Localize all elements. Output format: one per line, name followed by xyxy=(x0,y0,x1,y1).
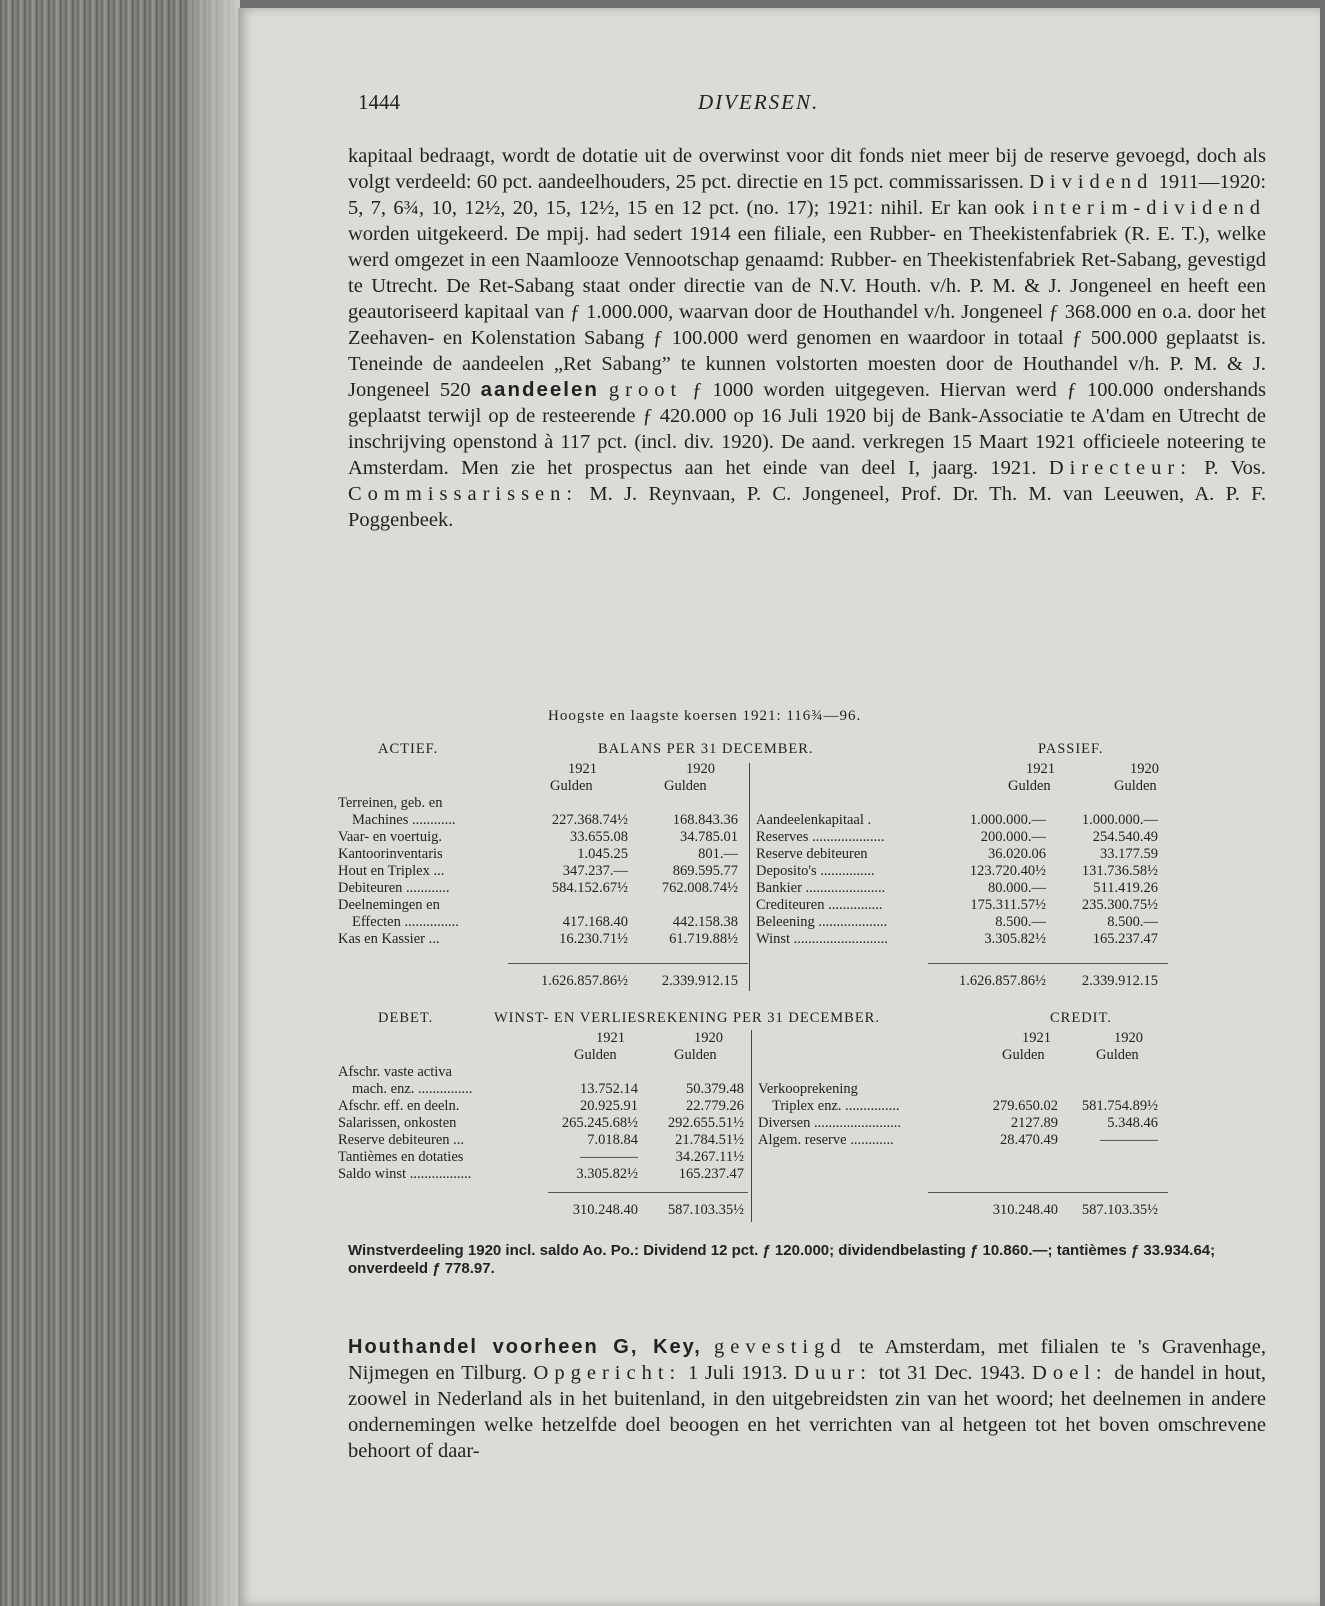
unit-label: Gulden xyxy=(574,1047,617,1063)
year-label: 1921 xyxy=(596,1030,625,1046)
table-row-label: Saldo winst ................. xyxy=(338,1166,472,1182)
table-cell: 254.540.49 xyxy=(1092,829,1158,845)
table-cell: 50.379.48 xyxy=(686,1081,744,1097)
table-row-label: Beleening ................... xyxy=(756,914,888,930)
aandeelen-label: aandeelen xyxy=(480,378,599,401)
table-cell: 227.368.74½ xyxy=(551,812,628,828)
table-cell: 442.158.38 xyxy=(672,914,738,930)
table-cell: 80.000.— xyxy=(988,880,1046,896)
year-label: 1921 xyxy=(1022,1030,1051,1046)
table-row-label: mach. enz. ............... xyxy=(352,1081,473,1097)
table-row-label: Triplex enz. ............... xyxy=(772,1098,900,1114)
actief-total-1920: 2.339.912.15 xyxy=(661,973,738,989)
koersen-line: Hoogste en laagste koersen 1921: 116¾—96. xyxy=(548,708,862,724)
gevestigd-label: gevestigd xyxy=(714,1336,847,1358)
section-title: DIVERSEN. xyxy=(698,90,820,114)
table-cell: 200.000.— xyxy=(980,829,1046,845)
doel-label: Doel: xyxy=(1032,1362,1108,1384)
total-rule xyxy=(508,963,748,964)
text-segment: te Amsterdam, met filialen te 's Gravenhage, Nijmegen en Tilburg. xyxy=(348,1336,1266,1384)
debet-total-1921: 310.248.40 xyxy=(572,1202,638,1218)
table-cell: 1.045.25 xyxy=(577,846,628,862)
table-row-label: Reserve debiteuren ... xyxy=(338,1132,465,1148)
balans-title: BALANS PER 31 DECEMBER. xyxy=(598,741,814,757)
table-row-label: Bankier ...................... xyxy=(756,880,886,896)
company-name: Houthandel voorheen G, Key, xyxy=(348,1336,702,1358)
table-cell: 581.754.89½ xyxy=(1081,1098,1158,1114)
table-row-label: Crediteuren ............... xyxy=(756,897,883,913)
dividend-label: Dividend xyxy=(1029,171,1154,193)
table-row-label: Salarissen, onkosten xyxy=(338,1115,457,1131)
table-cell: 28.470.49 xyxy=(1000,1132,1058,1148)
winstverdeeling-note: Winstverdeeling 1920 incl. saldo Ao. Po.: Dividend 12 pct. ƒ 120.000; dividendbelasting ƒ 10.860.—; tantièmes ƒ 33.934.64; onverdeeld ƒ 778.97. xyxy=(348,1242,1216,1277)
table-row-label: Hout en Triplex ... xyxy=(338,863,445,879)
debet-heading: DEBET. xyxy=(378,1010,434,1026)
table-cell: 33.177.59 xyxy=(1100,846,1158,862)
table-cell: 2127.89 xyxy=(1010,1115,1058,1131)
table-cell: 3.305.82½ xyxy=(984,931,1046,947)
table-cell: 584.152.67½ xyxy=(551,880,628,896)
table-cell: 265.245.68½ xyxy=(561,1115,638,1131)
unit-label: Gulden xyxy=(1114,778,1157,794)
unit-label: Gulden xyxy=(1002,1047,1045,1063)
column-divider xyxy=(749,763,750,991)
table-cell: 21.784.51½ xyxy=(675,1132,744,1148)
table-row-label: Deelnemingen en xyxy=(338,897,440,913)
text-segment: worden uitgekeerd. De mpij. had sedert 1914 een filiale, een Rubber- en Theekistenfabriek (R. E. T.), welke werd omgezet in een Naamlooze Vennootschap genaamd: Rubber- en Theekistenfabriek Ret-Sabang, gevestigd te Utrecht. De Ret-Sabang staat onder directie van de N.V. Houth. v/h. P. M. & J. Jongeneel en heeft een geautoriseerd kapitaal van ƒ 1.000.000, waarvan door de Houthandel v/h. Jongeneel ƒ 368.000 en o.a. door het Zeehaven- en Kolenstation Sabang ƒ 100.000 werd genomen en waardoor in totaal ƒ 500.000 geplaatst is. Teneinde de aandeelen „Ret Sabang” te kunnen volstorten moesten door de Houthandel v/h. P. M. & J. Jongeneel 520 xyxy=(348,223,1266,401)
table-row-label: Afschr. vaste activa xyxy=(338,1064,452,1080)
table-cell: 292.655.51½ xyxy=(667,1115,744,1131)
table-row-label: Algem. reserve ............ xyxy=(758,1132,894,1148)
table-row-label: Machines ............ xyxy=(352,812,456,828)
balance-sheet xyxy=(338,741,1278,1001)
table-row-label: Diversen ........................ xyxy=(758,1115,901,1131)
actief-heading: ACTIEF. xyxy=(378,741,439,757)
table-row-label: Debiteuren ............ xyxy=(338,880,450,896)
table-cell: 61.719.88½ xyxy=(669,931,738,947)
table-row-label: Vaar- en voertuig. xyxy=(338,829,442,845)
table-cell: 7.018.84 xyxy=(587,1132,638,1148)
table-row-label: Kantoorinventaris xyxy=(338,846,443,862)
table-row-label: Terreinen, geb. en xyxy=(338,795,443,811)
table-row-label: Effecten ............... xyxy=(352,914,459,930)
table-cell: 16.230.71½ xyxy=(559,931,628,947)
table-cell: 1.000.000.— xyxy=(969,812,1046,828)
table-cell: 801.— xyxy=(698,846,738,862)
table-cell: 347.237.— xyxy=(562,863,628,879)
table-cell: ———— xyxy=(1100,1132,1158,1148)
unit-label: Gulden xyxy=(664,778,707,794)
interim-dividend-label: interim-dividend xyxy=(1032,197,1266,219)
total-rule xyxy=(548,1192,748,1193)
table-row-label: Kas en Kassier ... xyxy=(338,931,440,947)
year-label: 1921 xyxy=(568,761,597,777)
year-label: 1921 xyxy=(1026,761,1055,777)
text-segment: 1911—1920: 5, 7, 6¾, 10, 12½, 20, 15, 12½, 15 en 12 pct. (no. 17); 1921: nihil. Er kan ook xyxy=(348,171,1267,219)
text-segment: M. J. Reynvaan, P. C. Jongeneel, Prof. Dr. Th. M. van Leeuwen, A. P. F. Poggenbeek. xyxy=(348,483,1267,531)
actief-total-1921: 1.626.857.86½ xyxy=(541,973,628,989)
credit-heading: CREDIT. xyxy=(1050,1010,1112,1026)
table-row-label: Reserves .................... xyxy=(756,829,885,845)
passief-total-1920: 2.339.912.15 xyxy=(1081,973,1158,989)
unit-label: Gulden xyxy=(1096,1047,1139,1063)
table-cell: 22.779.26 xyxy=(686,1098,744,1114)
table-cell: 20.925.91 xyxy=(580,1098,638,1114)
table-cell: 417.168.40 xyxy=(562,914,628,930)
unit-label: Gulden xyxy=(674,1047,717,1063)
table-cell: 165.237.47 xyxy=(1092,931,1158,947)
year-label: 1920 xyxy=(694,1030,723,1046)
table-cell: 13.752.14 xyxy=(580,1081,638,1097)
unit-label: Gulden xyxy=(550,778,593,794)
book-page xyxy=(238,8,1320,1606)
debet-total-1920: 587.103.35½ xyxy=(667,1202,744,1218)
table-cell: 34.785.01 xyxy=(680,829,738,845)
table-row-label: Verkooprekening xyxy=(758,1081,858,1097)
paragraph-ret-sabang xyxy=(348,143,1266,533)
table-row-label: Deposito's ............... xyxy=(756,863,875,879)
text-segment: ƒ 1000 worden uitgegeven. Hiervan werd ƒ 100.000 ondershands geplaatst terwijl op de resteerende ƒ 420.000 op 16 Juli 1920 bij de Bank-Associatie te A'dam en Utrecht de inschrijving openstond à 117 pct. (incl. div. 1920). De aand. verkregen 15 Maart 1921 officieele noteering te Amsterdam. Men zie het prospectus aan het einde van deel I, jaarg. 1921. xyxy=(348,379,1267,479)
year-label: 1920 xyxy=(686,761,715,777)
credit-total-1921: 310.248.40 xyxy=(992,1202,1058,1218)
table-cell: 3.305.82½ xyxy=(576,1166,638,1182)
table-cell: 279.650.02 xyxy=(992,1098,1058,1114)
table-cell: 33.655.08 xyxy=(570,829,628,845)
profit-loss-account xyxy=(338,1010,1278,1230)
groot-label: groot xyxy=(608,379,683,401)
table-cell: 511.419.26 xyxy=(1093,880,1158,896)
unit-label: Gulden xyxy=(1008,778,1051,794)
table-row-label: Aandeelenkapitaal . xyxy=(756,812,872,828)
table-row-label: Tantièmes en dotaties xyxy=(338,1149,464,1165)
table-cell: 131.736.58½ xyxy=(1081,863,1158,879)
credit-total-1920: 587.103.35½ xyxy=(1081,1202,1158,1218)
page-number: 1444 xyxy=(358,90,400,114)
table-cell: 123.720.40½ xyxy=(969,863,1046,879)
duur-label: Duur: xyxy=(794,1362,872,1384)
table-cell: 869.595.77 xyxy=(672,863,738,879)
commissarissen-label: Commissarissen: xyxy=(348,483,579,505)
table-cell: 175.311.57½ xyxy=(970,897,1046,913)
passief-total-1921: 1.626.857.86½ xyxy=(959,973,1046,989)
table-cell: 36.020.06 xyxy=(988,846,1046,862)
total-rule xyxy=(928,1192,1168,1193)
table-cell: 235.300.75½ xyxy=(1081,897,1158,913)
table-cell: 1.000.000.— xyxy=(1081,812,1158,828)
table-cell: 8.500.— xyxy=(995,914,1046,930)
text-segment: tot 31 Dec. 1943. xyxy=(878,1362,1026,1384)
directeur-label: Directeur: xyxy=(1048,457,1192,479)
year-label: 1920 xyxy=(1114,1030,1143,1046)
text-segment: 1 Juli 1913. xyxy=(687,1362,788,1384)
text-segment: de handel in hout, zoowel in Nederland als in het buitenland, in den uitgebreidsten zin van het woord; het deelnemen in andere ondernemingen welke hetzelfde doel beoogen en het verrichten van al hetgeen tot het boven omschrevene behoort of daar- xyxy=(348,1362,1267,1462)
paragraph-houthandel-key xyxy=(348,1334,1266,1464)
table-cell: 5.348.46 xyxy=(1107,1115,1158,1131)
opgericht-label: Opgericht: xyxy=(533,1362,682,1384)
table-row-label: Afschr. eff. en deeln. xyxy=(338,1098,460,1114)
table-row-label: Winst .......................... xyxy=(756,931,888,947)
table-cell: 8.500.— xyxy=(1107,914,1158,930)
passief-heading: PASSIEF. xyxy=(1038,741,1104,757)
table-cell: 762.008.74½ xyxy=(661,880,738,896)
year-label: 1920 xyxy=(1130,761,1159,777)
table-cell: 168.843.36 xyxy=(672,812,738,828)
column-divider xyxy=(751,1030,752,1222)
table-row-label: Reserve debiteuren xyxy=(756,846,868,862)
text-segment: kapitaal bedraagt, wordt de dotatie uit de overwinst voor dit fonds niet meer bij de reserve gevoegd, doch als volgt verdeeld: 60 pct. aandeelhouders, 25 pct. directie en 15 pct. commissarissen. xyxy=(348,145,1266,193)
winst-title: WINST- EN VERLIESREKENING PER 31 DECEMBER. xyxy=(494,1010,880,1026)
table-cell: 165.237.47 xyxy=(678,1166,744,1182)
table-cell: 34.267.11½ xyxy=(675,1149,744,1165)
book-page-edges xyxy=(0,0,240,1606)
table-cell: ———— xyxy=(580,1149,638,1165)
total-rule xyxy=(928,963,1168,964)
text-segment: P. Vos. xyxy=(1204,457,1267,479)
